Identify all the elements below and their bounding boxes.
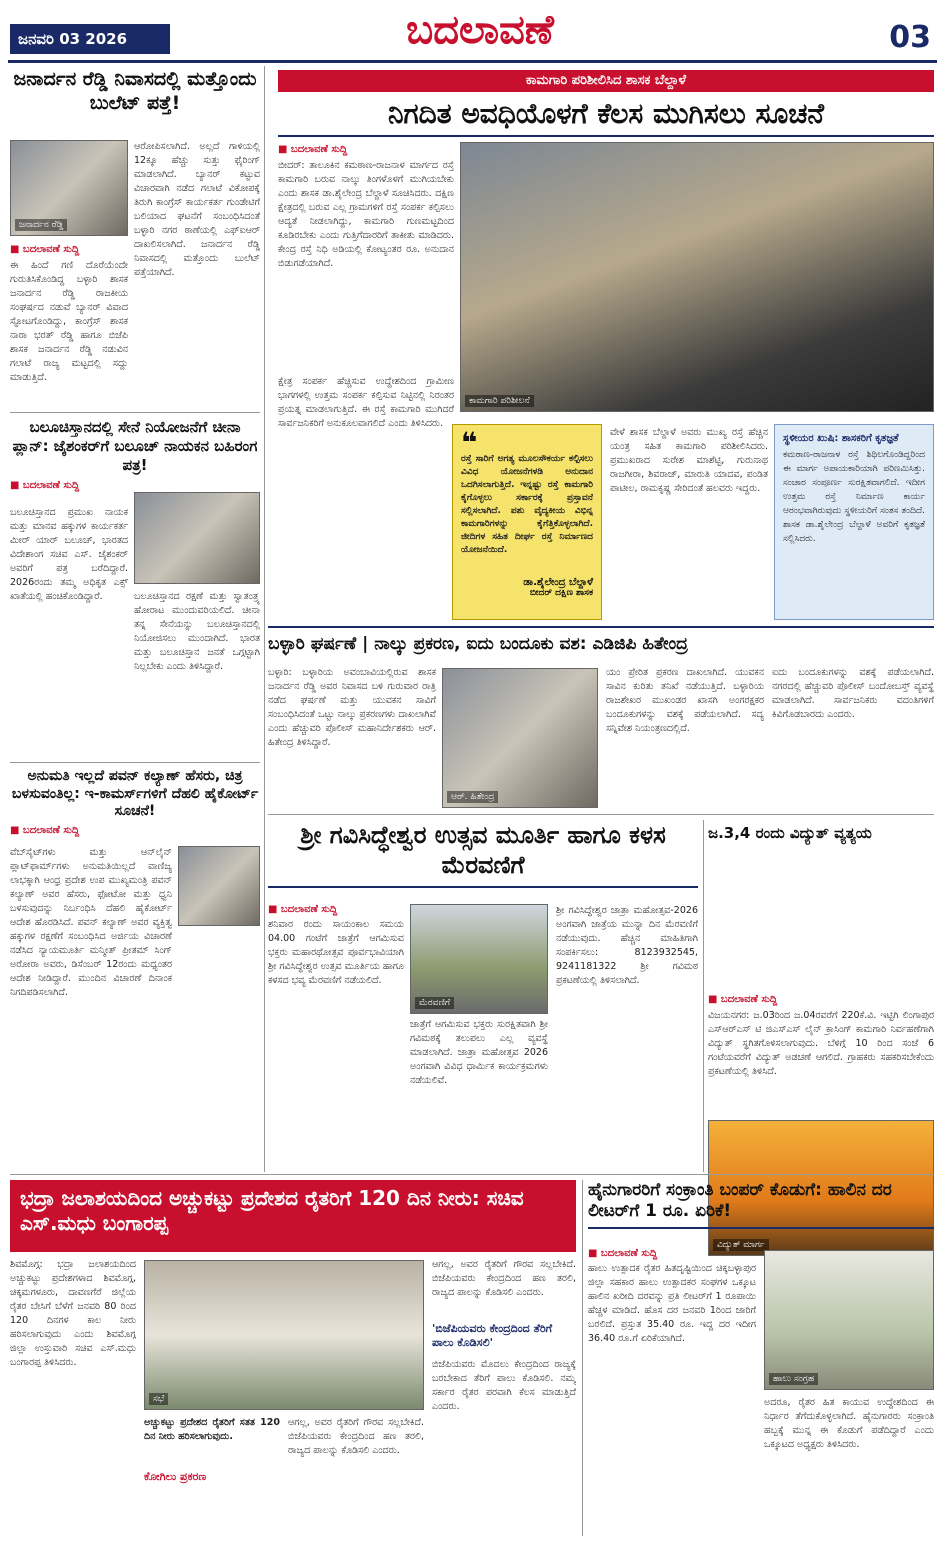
story-baloch-photo [134, 492, 260, 584]
main-tag: ■ ಬದಲಾವಣೆ ಸುದ್ದಿ [278, 144, 348, 155]
column-divider [264, 66, 265, 1172]
story-gavi-tag: ■ ಬದಲಾವಣೆ ಸುದ್ದಿ [268, 904, 338, 915]
quote-icon: ❝ [461, 426, 478, 459]
story-power-headline: ಜ.3,4 ರಂದು ವಿದ್ಯುತ್ ವ್ಯತ್ಯಯ [708, 824, 872, 842]
story-gavi-photo: ಮೆರವಣಿಗೆ [410, 904, 548, 1014]
story-gavi-body-c: ಶ್ರೀ ಗವಿಸಿದ್ಧೇಶ್ವರ ಜಾತ್ರಾ ಮಹೋತ್ಸವ-2026 ಅಂಗವಾಗಿ ಜಾತ್ರೆಯ ಮುನ್ನಾ ದಿನ ಮೆರವಣಿಗೆ ನಡೆಯುವುದು. ಹೆಚ್ಚಿನ ಮಾಹಿತಿಗಾಗಿ ಸಂಪರ್ಕಿಸಲು: 8123932545, 9241181322 ಶ್ರೀ ಗವಿಮಠ ಪ್ರಕಟಣೆಯಲ್ಲಿ ತಿಳಿಸಲಾಗಿದೆ. [556, 905, 698, 986]
page-number: 03 [889, 20, 931, 55]
story-baloch-body-a: ಬಲೂಚಿಸ್ತಾನದ ಪ್ರಮುಖ ನಾಯಕ ಮತ್ತು ಮಾನವ ಹಕ್ಕುಗಳ ಕಾರ್ಯಕರ್ತ ಮೀರ್ ಯಾರ್ ಬಲೂಚ್, ಭಾರತದ ವಿದೇಶಾಂಗ ಸಚಿವ ಎಸ್. ಜೈಶಂಕರ್ ಅವರಿಗೆ ಪತ್ರ ಬರೆದಿದ್ದಾರೆ. 2026ರಂದು ತಮ್ಮ ಅಧಿಕೃತ ಎಕ್ಸ್ ಖಾತೆಯಲ್ಲಿ ಹಂಚಿಕೊಂಡಿದ್ದಾರೆ. [10, 507, 128, 602]
story-bhadra-body-a: ಶಿವಮೊಗ್ಗ: ಭದ್ರಾ ಜಲಾಶಯದಿಂದ ಅಚ್ಚುಕಟ್ಟು ಪ್ರದೇಶಗಳಾದ ಶಿವಮೊಗ್ಗ, ಚಿಕ್ಕಮಗಳೂರು, ದಾವಣಗೆರೆ ಜಿಲ್ಲೆಯ ರೈತರ ಬೇಸಿಗೆ ಬೆಳೆಗೆ ಜನವರಿ 80 ರಿಂದ 120 ದಿನಗಳ ಕಾಲ ನೀರು ಹರಿಸಲಾಗುವುದು ಎಂದು ಶಿವಮೊಗ್ಗ ಜಿಲ್ಲಾ ಉಸ್ತುವಾರಿ ಸಚಿವ ಎಸ್.ಮಧು ಬಂಗಾರಪ್ಪ ತಿಳಿಸಿದರು. [10, 1259, 136, 1368]
story-baloch-body-b: ಬಲೂಚಿಸ್ತಾನದ ರಕ್ಷಣೆ ಮತ್ತು ಸ್ವಾತಂತ್ರ್ಯ ಹೋರಾಟ ಮುಂದುವರಿಯಲಿದೆ. ಚೀನಾ ತನ್ನ ಸೇನೆಯನ್ನು ಬಲೂಚಿಸ್ತಾನದಲ್ಲಿ ನಿಯೋಜಿಸಲು ಮುಂದಾಗಿದೆ. ಭಾರತ ಮತ್ತು ಬಲೂಚಿಸ್ತಾನ ಜನತೆ ಒಗ್ಗಟ್ಟಾಗಿ ನಿಲ್ಲಬೇಕು ಎಂದು ತಿಳಿಸಿದ್ದಾರೆ. [134, 591, 260, 672]
story-baloch [10, 418, 260, 758]
masthead-logo: ಬದಲಾವಣೆ [406, 6, 554, 53]
story-milk-tag: ■ ಬದಲಾವಣೆ ಸುದ್ದಿ [588, 1248, 658, 1259]
story-baloch-headline: ಬಲೂಚಿಸ್ತಾನದಲ್ಲಿ ಸೇನೆ ನಿಯೋಜನೆಗೆ ಚೀನಾ ಪ್ಲಾನ್: ಜೈಶಂಕರ್‌ಗೆ ಬಲೂಚ್ ನಾಯಕನ ಬಹಿರಂಗ ಪತ್ರ! [12, 418, 258, 474]
main-photo: ಕಾಮಗಾರಿ ಪರಿಶೀಲನೆ [460, 142, 934, 412]
main-headline: ನಿಗದಿತ ಅವಧಿಯೊಳಗೆ ಕೆಲಸ ಮುಗಿಸಲು ಸೂಚನೆ [278, 96, 934, 137]
story-power [708, 990, 934, 1170]
story-bhadra-body-c: ಬಿಜೆಪಿಯವರು ಮೊದಲು ಕೇಂದ್ರದಿಂದ ರಾಜ್ಯಕ್ಕೆ ಬರಬೇಕಾದ ತೆರಿಗೆ ಪಾಲು ಕೊಡಿಸಲಿ. ನಮ್ಮ ಸರ್ಕಾರ ರೈತರ ಪರವಾಗಿ ಕೆಲಸ ಮಾಡುತ್ತಿದೆ ಎಂದರು. [432, 1359, 576, 1412]
story-gavi-headline: ಶ್ರೀ ಗವಿಸಿದ್ಧೇಶ್ವರ ಉತ್ಸವ ಮೂರ್ತಿ ಹಾಗೂ ಕಳಸ ಮೆರವಣಿಗೆ [268, 820, 698, 888]
story-bhadra-photo: ಸಭೆ [144, 1260, 424, 1410]
story-pawan-headline: ಅನುಮತಿ ಇಲ್ಲದೆ ಪವನ್ ಕಲ್ಯಾಣ್ ಹೆಸರು, ಚಿತ್ರ ಬಳಸುವಂತಿಲ್ಲ: ಇ-ಕಾಮರ್ಸ್‌ಗಳಿಗೆ ದೆಹಲಿ ಹೈಕೋರ್ಟ್ ಸೂಚನೆ! [11, 768, 259, 819]
story-milk [588, 1244, 934, 1536]
main-quote-text: ರಸ್ತೆ ಸಾರಿಗೆ ಅಗತ್ಯ ಮೂಲಸೌಕರ್ಯ ಕಲ್ಪಿಸಲು ವಿವಿಧ ಯೋಜನೆಗಳಡಿ ಅನುದಾನ ಒದಗಿಸಲಾಗುತ್ತಿದೆ. ಇನ್ನಷ್ಟು ರಸ್ತೆ ಕಾಮಗಾರಿ ಕೈಗೊಳ್ಳಲು ಸರ್ಕಾರಕ್ಕೆ ಪ್ರಸ್ತಾವನೆ ಸಲ್ಲಿಸಲಾಗಿದೆ. ಪಶು ವೈದ್ಯಕೀಯ ವಿಭಿನ್ನ ಕಾಮಗಾರಿಗಳನ್ನು ಕೈಗೆತ್ತಿಕೊಳ್ಳಲಾಗಿದೆ. ಜೀದಿಗಳ ಸಹಿತ ದೀರ್ಘ ರಸ್ತೆ ನಿರ್ಮಾಣದ ಯೋಜನೆಯಿದೆ. [461, 454, 593, 555]
story-ballari-body-c: ಐದು ಬಂದೂಕುಗಳನ್ನು ವಶಕ್ಕೆ ಪಡೆಯಲಾಗಿದೆ. ನಗರದಲ್ಲಿ ಹೆಚ್ಚುವರಿ ಪೊಲೀಸ್ ಬಂದೋಬಸ್ತ್ ವ್ಯವಸ್ಥೆ ಮಾಡಲಾಗಿದೆ. ಸಾರ್ವಜನಿಕರು ವದಂತಿಗಳಿಗೆ ಕಿವಿಗೊಡಬಾರದು ಎಂದರು. [772, 667, 934, 720]
story-pawan [10, 768, 260, 1168]
story-power-body: ವಿಜಯನಗರ: ಜ.03ರಿಂದ ಜ.04ರವರೆಗೆ 220ಕೆ.ವಿ. ಇಟ್ಟಿಗಿ ಲಿಂಗಾಪುರ ಎಸ್‌ಆರ್‌ಎಸ್ ಟಿ ಜಿಎಸ್‌ಎಸ್ ಲೈನ್ ಕ್ರಾಸಿಂಗ್ ಕಾಮಗಾರಿ ನಿರ್ವಹಣೆಗಾಗಿ ವಿದ್ಯುತ್ ಸ್ಥಗಿತಗೊಳಿಸಲಾಗುವುದು. ಬೆಳಿಗ್ಗೆ 10 ರಿಂದ ಸಂಜೆ 6 ಗಂಟೆಯವರೆಗೆ ವಿದ್ಯುತ್ ಅಡಚಣೆ ಆಗಲಿದೆ. ಗ್ರಾಹಕರು ಸಹಕರಿಸಬೇಕೆಂದು ಪ್ರಕಟಣೆಯಲ್ಲಿ ತಿಳಿಸಿದೆ. [708, 1010, 934, 1077]
story-ballari [268, 626, 934, 810]
main-body-a: ಬೀದರ್: ತಾಲೂಕಿನ ಕಮಠಾಣ-ರಾಜನಾಳ ಮಾರ್ಗದ ರಸ್ತೆ ಕಾಮಗಾರಿ ಬರುವ ನಾಲ್ಕು ತಿಂಗಳೊಳಗೆ ಮುಗಿಯಬೇಕು ಎಂದು ಶಾಸಕ ಡಾ.ಶೈಲೇಂದ್ರ ಬೆಲ್ದಾಳೆ ಸೂಚಿಸಿದರು. ದಕ್ಷಿಣ ಕ್ಷೇತ್ರದಲ್ಲಿ ಬರುವ ಎಲ್ಲ ಗ್ರಾಮಗಳಿಗೆ ರಸ್ತೆ ಸಂಪರ್ಕ ಕಲ್ಪಿಸಲು ಆದ್ಯತೆ ನೀಡಲಾಗಿದ್ದು, ಕಾಮಗಾರಿ ಗುಣಮಟ್ಟದಿಂದ ಕೂಡಿರಬೇಕು ಎಂದು ಗುತ್ತಿಗೆದಾರರಿಗೆ ತಾಕೀತು ಮಾಡಿದರು. ಕೇಂದ್ರ ರಸ್ತೆ ನಿಧಿ ಅಡಿಯಲ್ಲಿ ಕೋಟ್ಯಂತರ ರೂ. ಅನುದಾನ ಬಿಡುಗಡೆಯಾಗಿದೆ. [278, 160, 454, 269]
main-side-box [774, 424, 934, 620]
story-bhadra-body-c-top: ಆಗಲ್ಲ, ಅವರ ರೈತರಿಗೆ ಗೌರವ ಸಲ್ಲಬೇಕಿದೆ. ಬಿಜೆಪಿಯವರು ಕೇಂದ್ರದಿಂದ ಹಣ ತರಲಿ, ರಾಜ್ಯದ ಪಾಲನ್ನು ಕೊಡಿಸಲಿ ಎಂದರು. [432, 1259, 576, 1298]
story-milk-headline: ಹೈನುಗಾರರಿಗೆ ಸಂಕ್ರಾಂತಿ ಬಂಪರ್ ಕೊಡುಗೆ: ಹಾಲಿನ ದರ ಲೀಟರ್‌ಗೆ 1 ರೂ. ಏರಿಕೆ! [588, 1180, 934, 1229]
main-col1 [278, 140, 454, 620]
story-reddy-photo: ಜನಾರ್ದನ ರೆಡ್ಡಿ [10, 140, 128, 236]
story-reddy [10, 68, 260, 408]
main-body-b: ಕ್ಷೇತ್ರ ಸಂಪರ್ಕ ಹೆಚ್ಚಿಸುವ ಉದ್ದೇಶದಿಂದ ಗ್ರಾಮೀಣ ಭಾಗಗಳಲ್ಲಿ ಉತ್ತಮ ಸಂಪರ್ಕ ಕಲ್ಪಿಸುವ ನಿಟ್ಟಿನಲ್ಲಿ ನಿರಂತರ ಪ್ರಯತ್ನ ಮಾಡಲಾಗುತ್ತಿದೆ. ಈ ರಸ್ತೆ ಕಾಮಗಾರಿ ಮುಗಿದರೆ ಸಾರ್ವಜನಿಕರಿಗೆ ಅನುಕೂಲವಾಗಲಿದೆ ಎಂದು ತಿಳಿಸಿದರು. [278, 376, 454, 429]
column-divider [703, 820, 704, 1172]
masthead-rule [8, 60, 937, 63]
divider [10, 1174, 934, 1175]
story-pawan-photo [178, 846, 260, 926]
main-quote-box [452, 424, 602, 620]
story-bhadra-subtitle: ಕೋಗಿಲು ಪ್ರಕರಣ [144, 1470, 207, 1483]
main-kicker: ಕಾಮಗಾರಿ ಪರಿಶೀಲಿಸಿದ ಶಾಸಕ ಬೆಲ್ದಾಳೆ [278, 70, 934, 92]
story-baloch-tag: ■ ಬದಲಾವಣೆ ಸುದ್ದಿ [10, 480, 80, 492]
story-ballari-headline: ಬಳ್ಳಾರಿ ಘರ್ಷಣೆ | ನಾಲ್ಕು ಪ್ರಕರಣ, ಐದು ಬಂದೂಕು ವಶ: ಎಡಿಜಿಪಿ ಹಿತೇಂದ್ರ [268, 634, 688, 654]
divider [268, 814, 934, 815]
story-power-photo: ವಿದ್ಯುತ್ ಮಾರ್ಗ [708, 1120, 934, 1256]
story-bhadra-body-b: ಆಗಲ್ಲ, ಅವರ ರೈತರಿಗೆ ಗೌರವ ಸಲ್ಲಬೇಕಿದೆ. ಬಿಜೆಪಿಯವರು ಕೇಂದ್ರದಿಂದ ಹಣ ತರಲಿ, ರಾಜ್ಯದ ಪಾಲನ್ನು ಕೊಡಿಸಲಿ ಎಂದರು. [288, 1417, 424, 1456]
main-side-box-body: ಕಮಠಾಣ-ರಾಜನಾಳ ರಸ್ತೆ ಶಿಥಿಲಗೊಂಡಿದ್ದರಿಂದ ಈ ಮಾರ್ಗ ಅಪಾಯಕಾರಿಯಾಗಿ ಪರಿಣಮಿಸಿತ್ತು. ಸಂಚಾರ ಸಂಪೂರ್ಣ ಸುರಕ್ಷಿತವಾಗಲಿದೆ. ಇದೀಗ ಉತ್ತಮ ರಸ್ತೆ ನಿರ್ಮಾಣ ಕಾರ್ಯ ಆರಂಭವಾಗಿರುವುದು ಸ್ಥಳೀಯರಿಗೆ ಸಂತಸ ತಂದಿದೆ. ಶಾಸಕ ಡಾ.ಶೈಲೇಂದ್ರ ಬೆಲ್ದಾಳೆ ಅವರಿಗೆ ಕೃತಜ್ಞತೆ ಸಲ್ಲಿಸಿದರು. [783, 450, 925, 544]
main-side-box-title: ಸ್ಥಳೀಯರ ಖುಷಿ: ಶಾಸಕರಿಗೆ ಕೃತಜ್ಞತೆ [783, 433, 899, 444]
story-pawan-body: ವೆಬ್‌ಸೈಟ್‌ಗಳು ಮತ್ತು ಆನ್‌ಲೈನ್ ಪ್ಲಾಟ್‌ಫಾರ್ಮ್‌ಗಳು ಅನುಮತಿಯಿಲ್ಲದೆ ವಾಣಿಜ್ಯ ಲಾಭಕ್ಕಾಗಿ ಆಂಧ್ರ ಪ್ರದೇಶ ಉಪ ಮುಖ್ಯಮಂತ್ರಿ ಪವನ್ ಕಲ್ಯಾಣ್ ಅವರ ಹೆಸರು, ಫೋಟೋ ಮತ್ತು ಧ್ವನಿ ಬಳಸುವುದನ್ನು ನಿರ್ಬಂಧಿಸಿ ದೆಹಲಿ ಹೈಕೋರ್ಟ್ ಆದೇಶ ಹೊರಡಿಸಿದೆ. ಪವನ್ ಕಲ್ಯಾಣ್ ಅವರ ವ್ಯಕ್ತಿತ್ವ ಹಕ್ಕುಗಳ ರಕ್ಷಣೆಗೆ ಸಂಬಂಧಿಸಿದ ಅರ್ಜಿಯ ವಿಚಾರಣೆ ನಡೆಸಿದ ನ್ಯಾಯಮೂರ್ತಿ ಮನ್ಮೀತ್ ಪ್ರೀತಮ್ ಸಿಂಗ್ ಅರೋರಾ ಅವರು, ಡಿಸೆಂಬರ್ 12ರಂದು ಮಧ್ಯಂತರ ಆದೇಶ ನೀಡಿದ್ದಾರೆ. ಮುಂದಿನ ವಿಚಾರಣೆ ದಿನಾಂಕ ನಿಗದಿಪಡಿಸಲಾಗಿದೆ. [10, 847, 172, 998]
divider [10, 412, 260, 413]
story-milk-photo: ಹಾಲು ಸಂಗ್ರಹ [764, 1250, 934, 1390]
story-bhadra-caption: ಅಚ್ಚುಕಟ್ಟು ಪ್ರದೇಶದ ರೈತರಿಗೆ ಸತತ 120 ದಿನ ನೀರು ಹರಿಸಲಾಗುವುದು. [144, 1417, 280, 1442]
story-bhadra-subtitle2: 'ಬಿಜೆಪಿಯವರು ಕೇಂದ್ರದಿಂದ ತೆರಿಗೆ ಪಾಲು ಕೊಡಿಸಲಿ' [432, 1322, 553, 1349]
story-power-tag: ■ ಬದಲಾವಣೆ ಸುದ್ದಿ [708, 994, 778, 1005]
main-body-c: ವೇಳೆ ಶಾಸಕ ಬೆಲ್ದಾಳೆ ಅವರು ಮುಖ್ಯ ರಸ್ತೆ ಹೆಚ್ಚಿನ ಯಂತ್ರ ಸಹಿತ ಕಾಮಗಾರಿ ಪರಿಶೀಲಿಸಿದರು. ಪ್ರಮುಖರಾದ ಸುರೇಶ ಮಾಶೆಟ್ಟಿ, ಗುರುನಾಥ ರಾಜಗೀರಾ, ಶಿವರಾಜ್, ಮಾರುತಿ ಯಾದವ, ಪಂಡಿತ ಪಾಟೀಲ, ರಾಮಕೃಷ್ಣ ಸೇರಿದಂತೆ ಹಲವರು ಇದ್ದರು. [610, 427, 768, 494]
main-quote-role: ಬೀದರ್ ದಕ್ಷಿಣ ಶಾಸಕ [529, 588, 593, 598]
story-bhadra-headline: ಭದ್ರಾ ಜಲಾಶಯದಿಂದ ಅಚ್ಚುಕಟ್ಟು ಪ್ರದೇಶದ ರೈತರಿಗೆ 120 ದಿನ ನೀರು: ಸಚಿವ ಎಸ್.ಮಧು ಬಂಗಾರಪ್ಪ [10, 1180, 576, 1252]
story-gavi-body-a: ಶನಿವಾರ ರಂದು ಸಾಯಂಕಾಲ ಸಮಯ 04.00 ಗಂಟೆಗೆ ಜಾತ್ರೆಗೆ ಆಗಮಿಸುವ ಭಕ್ತರು ಮಹಾರಥೋತ್ಸವ ಪೂರ್ವಭಾವಿಯಾಗಿ ಶ್ರೀ ಗವಿಸಿದ್ಧೇಶ್ವರ ಉತ್ಸವ ಮೂರ್ತಿಯ ಹಾಗೂ ಕಳಸದ ಭವ್ಯ ಮೆರವಣಿಗೆ ನಡೆಯಲಿದೆ. [268, 919, 404, 986]
story-ballari-photo: ಆರ್. ಹಿತೇಂದ್ರ [442, 668, 598, 808]
story-reddy-tag: ■ ಬದಲಾವಣೆ ಸುದ್ದಿ [10, 244, 80, 255]
story-reddy-headline: ಜನಾರ್ದನ ರೆಡ್ಡಿ ನಿವಾಸದಲ್ಲಿ ಮತ್ತೊಂದು ಬುಲೆಟ್ ಪತ್ತೆ! [13, 68, 257, 114]
story-reddy-body-a: ಈ ಹಿಂದೆ ಗಣಿ ದೊರೆಯೆಂದೇ ಗುರುತಿಸಿಕೊಂಡಿದ್ದ ಬಳ್ಳಾರಿ ಶಾಸಕ ಜನಾರ್ದನ ರೆಡ್ಡಿ ರಾಜಕೀಯ ಸಂಘರ್ಷದ ನಡುವೆ ಬ್ಯಾನರ್ ವಿವಾದ ಸ್ಫೋಟಗೊಂಡಿದ್ದು, ಕಾಂಗ್ರೆಸ್ ಶಾಸಕ ನಾರಾ ಭರತ್ ರೆಡ್ಡಿ ಹಾಗೂ ಬಿಜೆಪಿ ಶಾಸಕ ಜನಾರ್ದನ ರೆಡ್ಡಿ ನಡುವಿನ ಗಲಾಟೆ ರಾಜ್ಯ ಮಟ್ಟದಲ್ಲಿ ಸದ್ದು ಮಾಡುತ್ತಿದೆ. [10, 260, 128, 383]
divider [10, 762, 260, 763]
story-ballari-body-a: ಬಳ್ಳಾರಿ: ಬಳ್ಳಾರಿಯ ಅವಂಬಾವಿಯಲ್ಲಿರುವ ಶಾಸಕ ಜನಾರ್ದನ ರೆಡ್ಡಿ ಅವರ ನಿವಾಸದ ಬಳಿ ಗುರುವಾರ ರಾತ್ರಿ ನಡೆದ ಘರ್ಷಣೆ ಮತ್ತು ಯುವಕನ ಸಾವಿಗೆ ಸಂಬಂಧಿಸಿದಂತೆ ಒಟ್ಟು ನಾಲ್ಕು ಪ್ರಕರಣಗಳು ದಾಖಲಾಗಿವೆ ಎಂದು ಹೆಚ್ಚುವರಿ ಪೊಲೀಸ್ ಮಹಾನಿರ್ದೇಶಕರು ಆರ್. ಹಿತೇಂದ್ರ ತಿಳಿಸಿದ್ದಾರೆ. [268, 667, 436, 748]
issue-date: ಜನವರಿ 03 2026 [10, 24, 170, 54]
story-bhadra [10, 1258, 576, 1536]
column-divider [582, 1180, 583, 1536]
story-gavi-body-b: ಜಾತ್ರೆಗೆ ಆಗಮಿಸುವ ಭಕ್ತರು ಸುರಕ್ಷಿತವಾಗಿ ಶ್ರೀ ಗವಿಮಠಕ್ಕೆ ತಲುಪಲು ಎಲ್ಲ ವ್ಯವಸ್ಥೆ ಮಾಡಲಾಗಿದೆ. ಜಾತ್ರಾ ಮಹೋತ್ಸವ 2026 ಅಂಗವಾಗಿ ವಿವಿಧ ಧಾರ್ಮಿಕ ಕಾರ್ಯಕ್ರಮಗಳು ನಡೆಯಲಿವೆ. [410, 1019, 548, 1086]
story-milk-body-b: ಅದರೂ, ರೈತರ ಹಿತ ಕಾಯುವ ಉದ್ದೇಶದಿಂದ ಈ ನಿರ್ಧಾರ ತೆಗೆದುಕೊಳ್ಳಲಾಗಿದೆ. ಹೈನುಗಾರರು ಸಂಕ್ರಾಂತಿ ಹಬ್ಬಕ್ಕೆ ಮುನ್ನ ಈ ಕೊಡುಗೆ ಪಡೆದಿದ್ದಾರೆ ಎಂದು ಒಕ್ಕೂಟದ ಅಧ್ಯಕ್ಷರು ತಿಳಿಸಿದರು. [764, 1397, 934, 1450]
story-pawan-tag: ■ ಬದಲಾವಣೆ ಸುದ್ದಿ [10, 824, 80, 836]
story-milk-body-a: ಹಾಲು ಉತ್ಪಾದಕ ರೈತರ ಹಿತದೃಷ್ಟಿಯಿಂದ ಚಿಕ್ಕಬಳ್ಳಾಪುರ ಜಿಲ್ಲಾ ಸಹಕಾರ ಹಾಲು ಉತ್ಪಾದಕರ ಸಂಘಗಳ ಒಕ್ಕೂಟ ಹಾಲಿನ ಖರೀದಿ ದರವನ್ನು ಪ್ರತಿ ಲೀಟರ್‌ಗೆ 1 ರೂಪಾಯಿ ಹೆಚ್ಚಳ ಮಾಡಿದೆ. ಹೊಸ ದರ ಜನವರಿ 1ರಿಂದ ಜಾರಿಗೆ ಬರಲಿದೆ. ಪ್ರಸ್ತುತ 35.40 ರೂ. ಇದ್ದ ದರ ಇದೀಗ 36.40 ರೂ.ಗೆ ಏರಿಕೆಯಾಗಿದೆ. [588, 1263, 756, 1344]
main-quote-author: ಡಾ.ಶೈಲೇಂದ್ರ ಬೆಲ್ದಾಳೆ [523, 577, 593, 588]
story-reddy-body-b: ಆರೋಪಿಸಲಾಗಿದೆ. ಅಲ್ಲದೆ ಗಾಳಿಯಲ್ಲಿ 12ಕ್ಕೂ ಹೆಚ್ಚು ಸುತ್ತು ಫೈರಿಂಗ್ ಮಾಡಲಾಗಿದೆ. ಬ್ಯಾನರ್ ಕಟ್ಟುವ ವಿಚಾರವಾಗಿ ನಡೆದ ಗಲಾಟೆ ವಿಕೋಪಕ್ಕೆ ತಿರುಗಿ ಕಾಂಗ್ರೆಸ್ ಕಾರ್ಯಕರ್ತ ಗುಂಡೇಟಿಗೆ ಬಲಿಯಾದ ಘಟನೆಗೆ ಸಂಬಂಧಿಸಿದಂತೆ ಬಳ್ಳಾರಿ ನಗರ ಠಾಣೆಯಲ್ಲಿ ಎಫ್‌ಐಆರ್ ದಾಖಲಿಸಲಾಗಿದೆ. ಜನಾರ್ದನ ರೆಡ್ಡಿ ನಿವಾಸದಲ್ಲಿ ಮತ್ತೊಂದು ಬುಲೆಟ್ ಪತ್ತೆಯಾಗಿದೆ. [134, 141, 260, 278]
story-gavi [268, 900, 698, 1170]
story-ballari-body-b: ಯಂ ಪ್ರೇರಿತ ಪ್ರಕರಣ ದಾಖಲಾಗಿದೆ. ಯುವಕನ ಸಾವಿನ ಕುರಿತು ತನಿಖೆ ನಡೆಯುತ್ತಿದೆ. ಬಳ್ಳಾರಿಯ ರಾಜಶೇಖರ ಮುಖಂಡರ ಖಾಸಗಿ ಅಂಗರಕ್ಷಕರ ಬಂದೂಕುಗಳನ್ನು ವಶಕ್ಕೆ ಪಡೆಯಲಾಗಿದೆ. ಸದ್ಯ ಸನ್ನಿವೇಶ ನಿಯಂತ್ರಣದಲ್ಲಿದೆ. [606, 667, 764, 734]
